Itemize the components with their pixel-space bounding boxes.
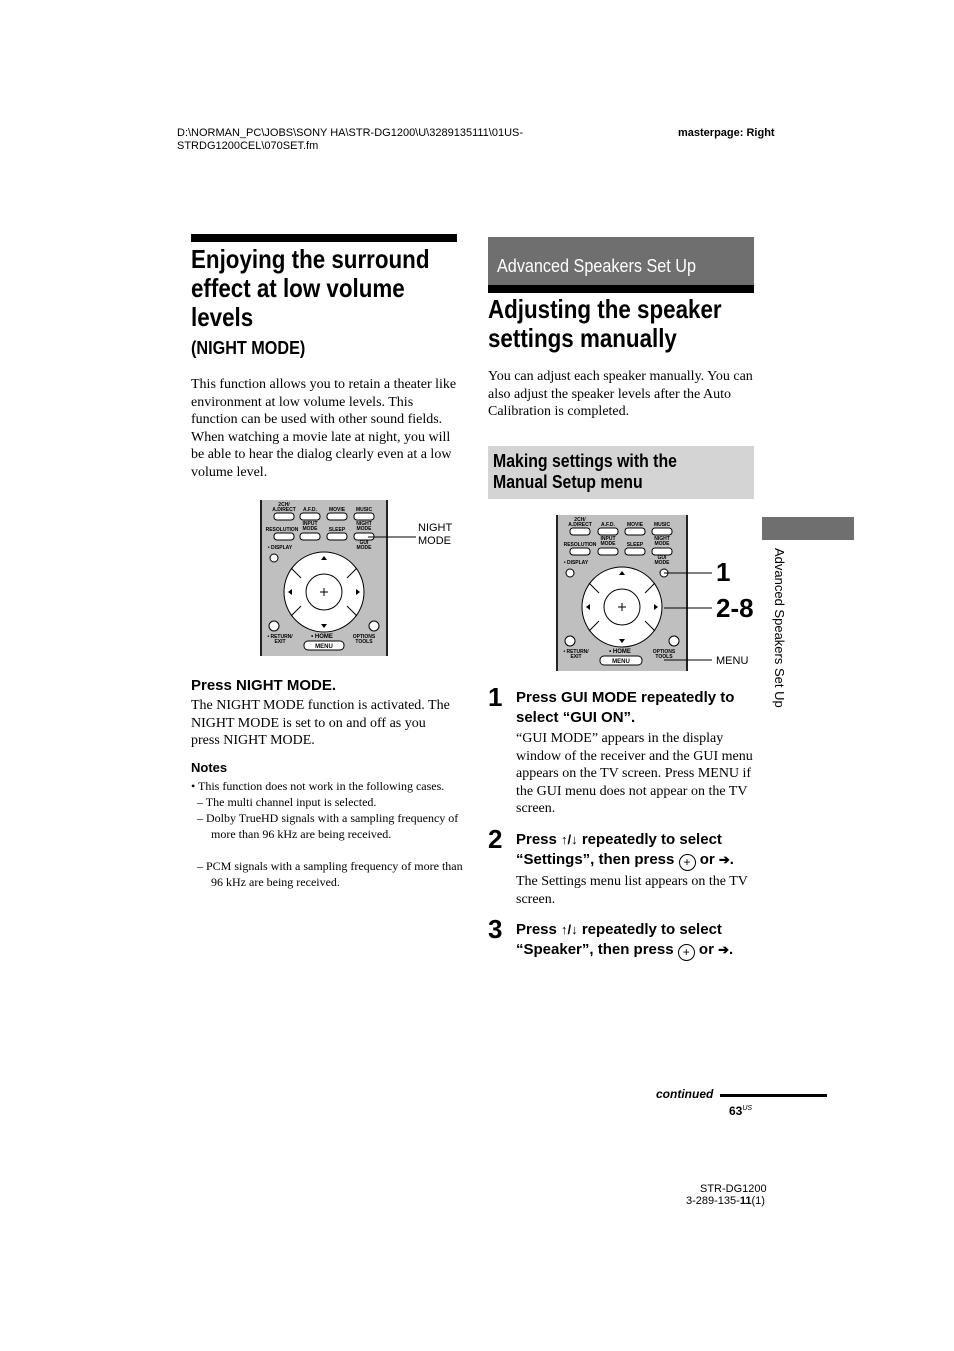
remote-label-night-mode: MODE [356, 526, 372, 532]
step-number: 2 [488, 824, 503, 854]
remote-label-menu: MENU [315, 644, 333, 650]
remote-label-display: • DISPLAY [563, 560, 589, 566]
step-body: The Settings menu list appears on the TV screen. [516, 874, 748, 907]
right-arrow-icon: ➔ [718, 941, 729, 957]
remote-label-afd: A.F.D. [303, 507, 317, 513]
remote-label-2ch: 2CH/ [278, 502, 290, 508]
subsection-title [493, 451, 677, 493]
page-number-suffix: US [742, 1105, 753, 1112]
step-heading: Press ↑/↓ repeatedly to select “Speaker”, then press + or ➔. [516, 921, 734, 959]
remote-label-night: NIGHT [654, 536, 670, 542]
remote-label-resolution: RESOLUTION [563, 542, 597, 548]
continued-rule [720, 1094, 827, 1097]
remote-label-music: MUSIC [355, 507, 373, 513]
note-subitem: – Dolby TrueHD signals with a sampling frequency of more than 96 kHz are being received. [197, 811, 459, 841]
remote-label-tools: TOOLS [355, 639, 373, 645]
remote-label-input: INPUT [600, 536, 616, 542]
callout-step-2-8: 2-8 [716, 593, 754, 623]
step-body: “GUI MODE” appears in the display window of the receiver and the GUI menu appears on the TV screen. Press MENU if the GUI menu does not appear on the TV screen. [516, 731, 753, 817]
remote-label-movie: MOVIE [328, 507, 346, 513]
page-number-value: 63 [729, 1104, 743, 1118]
remote-label-resolution: RESOLUTION [265, 527, 299, 533]
remote-label-input-mode: MODE [302, 526, 318, 532]
remote-illustration-night [260, 500, 388, 656]
file-path-line1: D:\NORMAN_PC\JOBS\SONY HA\STR-DG1200\U\3289135111\01US- [177, 127, 524, 139]
left-title-line1: Enjoying the surround [191, 244, 430, 274]
notes-heading: Notes [191, 760, 228, 775]
remote-callout-lines [664, 560, 714, 670]
left-title-rule [191, 234, 457, 242]
remote-svg-1 [262, 500, 386, 656]
remote-label-input-mode: MODE [600, 541, 616, 547]
model-number: STR-DG1200 [700, 1183, 767, 1195]
enter-button-icon: + [678, 944, 695, 961]
remote-label-sleep: SLEEP [626, 542, 644, 548]
callout-menu: MENU [716, 655, 749, 667]
left-intro: This function allows you to retain a theater like environment at low volume levels. This function can be used with other sound fields. When watching a movie late at night, you will be able to hear the dialog clearly even at a low volume level. [191, 377, 457, 480]
remote-label-home: • HOME [311, 634, 333, 640]
subsection-title-line1: Making settings with the [493, 451, 677, 471]
side-tab [762, 517, 854, 540]
note-subitem: – The multi channel input is selected. [197, 795, 377, 809]
note-item: • This function does not work in the following cases. [191, 779, 445, 793]
remote-label-gui-mode: MODE [654, 560, 670, 566]
remote-label-night-mode: MODE [654, 541, 670, 547]
up-down-arrow-icon: ↑/↓ [561, 922, 578, 937]
step-heading: Press GUI MODE repeatedly to select “GUI ON”. [516, 689, 735, 726]
step-number: 1 [488, 682, 503, 712]
remote-label-gui: GUI [359, 540, 369, 546]
remote-label-exit: EXIT [570, 654, 582, 660]
document-code: 3-289-135-11(1) [686, 1195, 765, 1207]
subsection-title-line2: Manual Setup menu [493, 472, 643, 492]
up-down-arrow-icon: ↑/↓ [561, 832, 578, 847]
remote-label-night: NIGHT [356, 521, 372, 527]
left-title [191, 245, 430, 332]
remote-label-tools: TOOLS [655, 654, 673, 660]
night-mode-callout-line [368, 530, 418, 544]
remote-label-home: • HOME [609, 649, 631, 655]
remote-label-adirect: A.DIRECT [272, 507, 296, 513]
right-title-line2: settings manually [488, 323, 677, 353]
step-heading: Press ↑/↓ repeatedly to select “Settings”, then press + or ➔. [516, 831, 734, 869]
night-mode-callout-line1: NIGHT [418, 522, 453, 534]
right-arrow-icon: ➔ [718, 851, 730, 867]
side-tab-label: Advanced Speakers Set Up [772, 548, 787, 708]
remote-label-afd: A.F.D. [601, 522, 615, 528]
masterpage-label: masterpage: Right [678, 127, 775, 139]
remote-label-music: MUSIC [653, 522, 671, 528]
section-banner-rule [488, 285, 754, 293]
remote-label-return: • RETURN/ [563, 649, 589, 655]
remote-label-options: OPTIONS [652, 649, 676, 655]
remote-label-display: • DISPLAY [267, 545, 293, 551]
right-intro: You can adjust each speaker manually. You can also adjust the speaker levels after the Auto Calibration is completed. [488, 369, 753, 420]
remote-label-exit: EXIT [274, 639, 286, 645]
remote-label-movie: MOVIE [626, 522, 644, 528]
continued-label: continued [656, 1087, 714, 1101]
left-subtitle: (NIGHT MODE) [191, 338, 306, 358]
note-subitem: – PCM signals with a sampling frequency of more than 96 kHz are being received. [197, 859, 463, 889]
page-number [729, 1104, 752, 1118]
right-title-line1: Adjusting the speaker [488, 294, 722, 324]
step-number: 3 [488, 914, 503, 944]
remote-label-adirect: A.DIRECT [568, 522, 592, 528]
remote-label-gui-mode: MODE [356, 545, 372, 551]
callout-step-1: 1 [716, 557, 731, 587]
remote-label-2ch: 2CH/ [574, 517, 586, 523]
remote-label-input: INPUT [302, 521, 318, 527]
section-title: Advanced Speakers Set Up [497, 256, 697, 276]
left-title-line2: effect at low volume [191, 273, 405, 303]
remote-label-menu: MENU [612, 659, 630, 665]
remote-label-return: • RETURN/ [267, 634, 293, 640]
press-night-mode-body: The NIGHT MODE function is activated. The NIGHT MODE is set to on and off as you press NIGHT MODE. [191, 698, 450, 749]
night-mode-callout-line2: MODE [418, 535, 451, 547]
left-title-line3: levels [191, 302, 254, 332]
remote-label-gui: GUI [657, 555, 667, 561]
right-title [488, 295, 722, 353]
enter-button-icon: + [679, 854, 696, 871]
file-path [177, 127, 597, 153]
remote-label-sleep: SLEEP [328, 527, 346, 533]
night-mode-callout [418, 522, 452, 548]
press-night-mode-heading: Press NIGHT MODE. [191, 677, 337, 694]
remote-label-options: OPTIONS [352, 634, 376, 640]
file-path-line2: STRDG1200CEL\070SET.fm [177, 140, 319, 152]
